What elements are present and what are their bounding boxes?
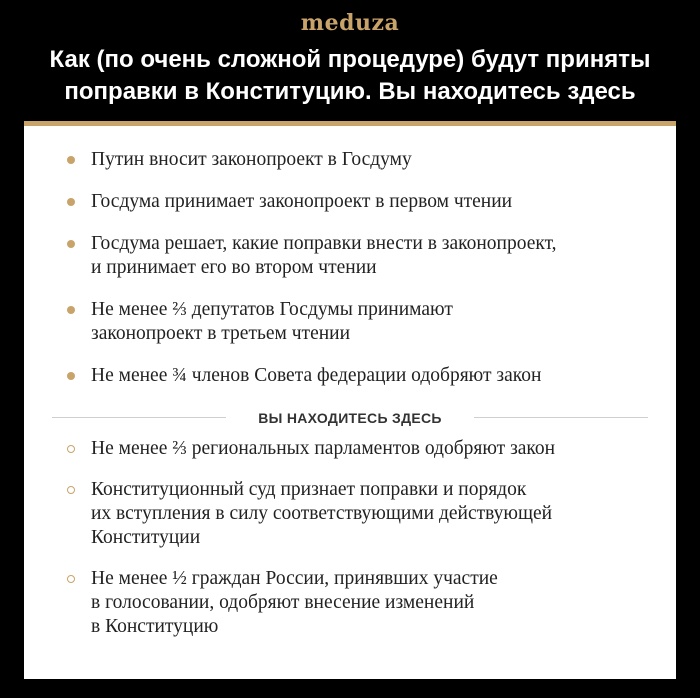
headline	[20, 44, 680, 108]
step-text: Госдума решает, какие поправки внести в законопроект,	[91, 233, 557, 254]
completed-step	[24, 364, 676, 388]
pending-step	[24, 478, 676, 550]
completed-step	[24, 190, 676, 214]
headline-line-2: поправки в Конституцию. Вы находитесь здесь	[64, 78, 636, 105]
step-text: Не менее ⅔ депутатов Госдумы принимают	[91, 299, 453, 320]
step-text: Конституции	[91, 527, 201, 548]
step-text: Не менее ¾ членов Совета федерации одобряют закон	[91, 365, 542, 386]
filled-bullet-icon	[67, 156, 75, 164]
headline-line-1: Как (по очень сложной процедуре) будут приняты	[49, 46, 651, 73]
hollow-bullet-icon	[67, 575, 75, 583]
divider-rule-right	[474, 417, 648, 418]
step-text: в голосовании, одобряют внесение изменений	[91, 592, 475, 613]
step-text: Путин вносит законопроект в Госдуму	[91, 149, 412, 170]
hollow-bullet-icon	[67, 486, 75, 494]
filled-bullet-icon	[67, 306, 75, 314]
step-text: Не менее ⅔ региональных парламентов одобряют закон	[91, 438, 556, 459]
completed-steps-list	[24, 148, 676, 406]
step-text: Не менее ½ граждан России, принявших участие	[91, 568, 498, 589]
pending-step	[24, 567, 676, 639]
hollow-bullet-icon	[67, 445, 75, 453]
step-text: законопроект в третьем чтении	[91, 323, 351, 344]
procedure-card	[24, 121, 676, 679]
completed-step	[24, 232, 676, 280]
pending-step	[24, 437, 676, 461]
step-text: и принимает его во втором чтении	[91, 257, 377, 278]
completed-step	[24, 298, 676, 346]
you-are-here-divider	[52, 408, 648, 428]
completed-step	[24, 148, 676, 172]
step-text: их вступления в силу соответствующими действующей	[91, 503, 553, 524]
step-text: Конституционный суд признает поправки и порядок	[91, 479, 527, 500]
step-text: в Конституцию	[91, 616, 219, 637]
filled-bullet-icon	[67, 372, 75, 380]
you-are-here-label: ВЫ НАХОДИТЕСЬ ЗДЕСЬ	[258, 410, 442, 426]
step-text: Госдума принимает законопроект в первом чтении	[91, 191, 513, 212]
meduza-logo: meduza	[300, 10, 400, 36]
filled-bullet-icon	[67, 198, 75, 206]
pending-steps-list	[24, 437, 676, 656]
filled-bullet-icon	[67, 240, 75, 248]
